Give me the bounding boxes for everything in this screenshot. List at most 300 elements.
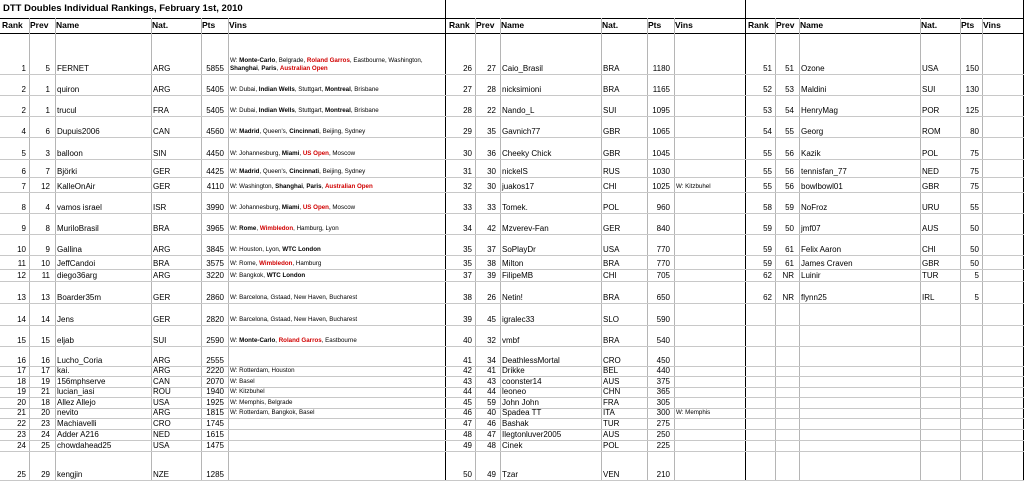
cell-prev: 1 [45,106,50,115]
cell-pts: 770 [656,259,670,268]
wins-segment: W: [230,225,240,232]
cell-pts: 2590 [206,336,224,345]
cell-rank: 11 [17,259,26,268]
table-row [746,160,1024,178]
cell-rank: 51 [763,64,772,73]
table-row [0,96,446,117]
wins-segment: US Open [302,204,329,211]
wins-segment: Paris [306,183,322,190]
cell-name: NoFroz [801,203,828,212]
cell-pts: 450 [656,356,670,365]
table-row [446,33,746,75]
cell-name: kengjin [57,470,83,479]
cell-prev: 39 [487,271,496,280]
cell-rank: 35 [463,259,472,268]
wins-segment: Madrid [239,168,260,175]
cell-pts: 770 [656,245,670,254]
header-wins: Vins [675,20,693,30]
cell-prev: 5 [45,64,50,73]
cell-nat: GBR [603,149,621,158]
cell-prev: 61 [785,245,794,254]
cell-nat: ISR [153,203,167,212]
header-rank: Rank [748,20,769,30]
wins-segment: W: Kitzbuhel [230,388,265,395]
cell-prev: 30 [487,182,496,191]
table-row [0,256,446,270]
header-rank: Rank [2,20,23,30]
wins-segment: W: Rome, [230,260,260,267]
cell-prev: 30 [487,167,496,176]
cell-rank: 35 [463,245,472,254]
cell-nat: POL [603,203,620,212]
cell-nat: ROM [922,127,941,136]
table-row [0,347,446,367]
cell-nat: TUR [922,271,939,280]
table-row [0,214,446,235]
wins-segment: Roland Garros [278,337,322,344]
cell-rank: 9 [21,224,26,233]
cell-nat: BRA [153,224,170,233]
header-nat: Nat. [152,20,169,30]
cell-name: Dupuis2006 [57,127,100,136]
cell-pts: 2820 [206,315,224,324]
table-row [0,235,446,256]
cell-pts: 300 [656,408,670,417]
table-row [746,117,1024,138]
table-row [0,282,446,304]
cell-pts: 125 [965,106,979,115]
wins-segment: W: Barcelona, Gstaad, New Haven, Bucharest [230,316,358,323]
cell-wins [230,168,444,176]
cell-pts: 1475 [206,441,224,450]
header-prev: Prev [30,20,49,30]
cell-prev: 26 [487,293,496,302]
wins-segment: , Beijing, Sydney [319,168,366,175]
cell-prev: 25 [41,441,50,450]
cell-nat: CRO [603,356,621,365]
cell-rank: 18 [17,377,26,386]
cell-name: quiron [57,85,80,94]
cell-wins [230,337,444,345]
cell-prev: 40 [487,408,496,417]
cell-wins [230,378,444,386]
table-row [446,367,746,377]
wins-segment: , [302,183,307,190]
cell-prev: 53 [785,85,794,94]
cell-pts: 2220 [206,366,224,375]
cell-nat: ARG [153,245,171,254]
cell-nat: FRA [603,398,619,407]
cell-rank: 55 [763,182,772,191]
cell-rank: 41 [463,356,472,365]
wins-segment: , Belgrade, [275,57,307,64]
wins-segment: Madrid [239,128,260,135]
cell-nat: ARG [153,408,171,417]
wins-segment: , Queen's, [259,128,290,135]
table-row [446,430,746,441]
cell-rank: 49 [463,441,472,450]
cell-rank: 50 [463,470,472,479]
cell-name: Felix Aaron [801,245,842,254]
header-pts: Pts [202,20,216,30]
cell-name: bowlbowl01 [801,182,843,191]
cell-nat: NZE [153,470,169,479]
cell-rank: 44 [463,387,472,396]
empty-row [746,441,1024,452]
table-row [446,193,746,214]
cell-prev: 9 [45,245,50,254]
wins-segment: W: Rotterdam, Bangkok, Basel [230,409,315,416]
cell-wins [230,367,444,375]
cell-name: Bashak [502,419,529,428]
empty-row [746,452,1024,481]
cell-name: igralec33 [502,315,535,324]
cell-nat: NED [922,167,939,176]
cell-pts: 705 [656,271,670,280]
cell-prev: 29 [41,470,50,479]
cell-name: Maldini [801,85,827,94]
table-row [446,75,746,96]
empty-row [746,367,1024,377]
cell-nat: SUI [603,106,617,115]
wins-segment: Cincinnati [289,168,320,175]
cell-pts: 960 [656,203,670,212]
cell-name: HenryMag [801,106,838,115]
cell-nat: CHI [603,182,617,191]
cell-name: 156mphserve [57,377,106,386]
cell-name: tennisfan_77 [801,167,847,176]
cell-pts: 650 [656,293,670,302]
header-wins: Vins [983,20,1001,30]
cell-nat: SLO [603,315,620,324]
cell-name: Gallina [57,245,82,254]
wins-segment: Wimbledon [259,260,293,267]
cell-nat: GER [153,293,171,302]
cell-rank: 45 [463,398,472,407]
table-row [446,419,746,430]
table-row [0,178,446,193]
table-row [446,326,746,347]
header-row [446,18,746,34]
cell-rank: 13 [17,293,26,302]
wins-segment: Cincinnati [289,128,320,135]
cell-rank: 58 [763,203,772,212]
table-row [446,214,746,235]
wins-segment: Shanghai [230,65,258,72]
cell-rank: 1 [21,64,26,73]
table-row [0,409,446,419]
cell-nat: BRA [603,85,620,94]
cell-nat: ARG [153,64,171,73]
cell-nat: TUR [603,419,620,428]
table-row [446,304,746,326]
cell-prev: 59 [487,398,496,407]
wins-segment: W: Kitzbuhel [676,183,711,190]
cell-name: jmf07 [801,224,821,233]
cell-nat: GER [603,224,621,233]
cell-rank: 39 [463,315,472,324]
cell-nat: CAN [153,127,170,136]
table-row [746,33,1024,75]
cell-prev: 18 [41,398,50,407]
table-row [0,75,446,96]
cell-nat: USA [153,441,170,450]
cell-name: Jens [57,315,74,324]
table-row [0,270,446,282]
wins-segment: W: Rotterdam, Houston [230,367,295,374]
cell-name: leoneo [502,387,527,396]
cell-rank: 40 [463,336,472,345]
cell-pts: 440 [656,366,670,375]
cell-prev: 34 [487,356,496,365]
wins-segment: , Brisbane [350,107,379,114]
table-row [746,96,1024,117]
cell-prev: 50 [785,224,794,233]
table-row [0,304,446,326]
cell-name: Gavnich77 [502,127,541,136]
table-row [446,270,746,282]
cell-name: Drikke [502,366,525,375]
cell-rank: 7 [21,182,26,191]
table-row [446,409,746,419]
cell-nat: CHI [922,245,936,254]
cell-wins [230,246,444,254]
cell-name: SoPlayDr [502,245,536,254]
cell-pts: 2860 [206,293,224,302]
cell-pts: 225 [656,441,670,450]
cell-pts: 55 [970,203,979,212]
cell-nat: AUS [603,377,620,386]
cell-pts: 1065 [652,127,670,136]
wins-segment: W: Barcelona, Gstaad, New Haven, Bucharest [230,294,358,301]
cell-rank: 2 [21,85,26,94]
wins-segment: , Moscow [328,204,356,211]
cell-prev: 13 [41,293,50,302]
cell-prev: 23 [41,419,50,428]
cell-rank: 16 [17,356,26,365]
cell-prev: 45 [487,315,496,324]
cell-nat: ARG [153,85,171,94]
wins-segment: W: [230,168,240,175]
empty-row [746,304,1024,326]
cell-rank: 46 [463,408,472,417]
cell-pts: 3575 [206,259,224,268]
cell-pts: 275 [656,419,670,428]
cell-name: JeffCandoi [57,259,96,268]
cell-pts: 1045 [652,149,670,158]
cell-nat: USA [153,398,170,407]
cell-pts: 2555 [206,356,224,365]
cell-prev: 38 [487,259,496,268]
cell-pts: 50 [970,245,979,254]
header-wins: Vins [229,20,247,30]
wins-segment: US Open [302,150,329,157]
wins-segment: Monte-Carlo [239,337,276,344]
cell-pts: 1165 [652,85,670,94]
wins-segment: Rome [239,225,257,232]
header-name: Name [56,20,80,30]
header-prev: Prev [476,20,495,30]
cell-wins [230,57,444,73]
cell-nat: GER [153,182,171,191]
wins-segment: W: Washington, [230,183,276,190]
wins-segment: , Beijing, Sydney [319,128,366,135]
wins-segment: Shanghai [275,183,303,190]
cell-rank: 62 [763,293,772,302]
cell-wins [230,128,444,136]
cell-nat: SUI [922,85,936,94]
cell-name: eljab [57,336,74,345]
cell-wins [230,107,444,115]
cell-pts: 590 [656,315,670,324]
cell-pts: 1285 [206,470,224,479]
wins-segment: W: [230,337,240,344]
cell-rank: 55 [763,149,772,158]
cell-pts: 75 [970,149,979,158]
cell-pts: 5405 [206,106,224,115]
wins-segment: W: [230,57,240,64]
cell-prev: 61 [785,259,794,268]
page-title: DTT Doubles Individual Rankings, February 1st, 2010 [3,3,243,14]
cell-prev: 28 [487,85,496,94]
cell-wins [676,183,744,191]
cell-wins [230,225,444,233]
cell-name: kai. [57,366,70,375]
cell-prev: 19 [41,377,50,386]
cell-nat: GER [153,167,171,176]
cell-name: chowdahead25 [57,441,112,450]
cell-name: nickelS [502,167,528,176]
wins-segment: , Hamburg [292,260,322,267]
cell-pts: 3965 [206,224,224,233]
cell-nat: NED [153,430,170,439]
cell-pts: 75 [970,167,979,176]
wins-segment: , [299,204,303,211]
empty-row [746,347,1024,367]
cell-prev: NR [782,293,794,302]
cell-prev: 1 [45,85,50,94]
rankings-block-3 [746,0,1024,481]
table-row [446,178,746,193]
table-row [0,138,446,160]
header-prev: Prev [776,20,795,30]
table-row [746,75,1024,96]
cell-prev: NR [782,271,794,280]
cell-pts: 150 [965,64,979,73]
cell-wins [230,409,444,417]
empty-row [746,419,1024,430]
cell-name: Georg [801,127,824,136]
cell-rank: 53 [763,106,772,115]
empty-row [746,388,1024,398]
cell-pts: 80 [970,127,979,136]
cell-prev: 46 [487,419,496,428]
cell-rank: 29 [463,127,472,136]
cell-nat: URU [922,203,940,212]
cell-nat: CHN [603,387,621,396]
cell-nat: ARG [153,271,171,280]
cell-name: Björki [57,167,78,176]
wins-segment: W: Dubai, [230,86,259,93]
cell-rank: 31 [463,167,472,176]
wins-segment: , Eastbourne [321,337,357,344]
wins-segment: Montreal [325,86,351,93]
cell-prev: 36 [487,149,496,158]
cell-pts: 50 [970,224,979,233]
cell-nat: CRO [153,419,171,428]
table-row [0,367,446,377]
cell-nat: BRA [603,64,620,73]
cell-rank: 4 [21,127,26,136]
cell-nat: ARG [153,356,171,365]
cell-prev: 56 [785,167,794,176]
wins-segment: , Eastbourne, Washington, [349,57,423,64]
cell-pts: 4110 [206,182,224,191]
wins-segment: WTC London [282,246,321,253]
cell-wins [230,183,444,191]
cell-name: Nando_L [502,106,535,115]
cell-pts: 50 [970,259,979,268]
cell-nat: POR [922,106,940,115]
cell-prev: 55 [785,127,794,136]
wins-segment: , Hamburg, Lyon [293,225,339,232]
cell-nat: CHI [603,271,617,280]
cell-pts: 3990 [206,203,224,212]
cell-nat: BRA [153,259,170,268]
cell-pts: 4450 [206,149,224,158]
cell-pts: 130 [965,85,979,94]
cell-rank: 20 [17,398,26,407]
cell-prev: 51 [785,64,794,73]
cell-prev: 12 [41,182,50,191]
cell-prev: 56 [785,149,794,158]
cell-nat: SUI [153,336,167,345]
cell-rank: 8 [21,203,26,212]
wins-segment: W: Memphis [676,409,711,416]
cell-nat: POL [922,149,939,158]
cell-rank: 12 [17,271,26,280]
cell-rank: 17 [17,366,26,375]
cell-rank: 14 [17,315,26,324]
cell-name: Luinir [801,271,821,280]
cell-name: Spadea TT [502,408,542,417]
cell-name: diego36arg [57,271,98,280]
table-row [746,178,1024,193]
table-row [0,430,446,441]
cell-nat: SIN [153,149,167,158]
cell-name: KalleOnAir [57,182,96,191]
cell-wins [230,316,444,324]
table-row [446,117,746,138]
cell-prev: 8 [45,224,50,233]
cell-pts: 5405 [206,85,224,94]
cell-wins [230,294,444,302]
wins-segment: Paris [261,65,277,72]
cell-rank: 37 [463,271,472,280]
cell-rank: 59 [763,259,772,268]
cell-nat: FRA [153,106,169,115]
wins-segment: Australian Open [279,65,328,72]
table-row [446,256,746,270]
cell-rank: 34 [463,224,472,233]
cell-nat: BEL [603,366,619,375]
header-row [0,18,446,34]
cell-prev: 6 [45,127,50,136]
table-row [0,326,446,347]
cell-pts: 305 [656,398,670,407]
wins-segment: , [299,150,303,157]
wins-segment: Miami [281,204,300,211]
